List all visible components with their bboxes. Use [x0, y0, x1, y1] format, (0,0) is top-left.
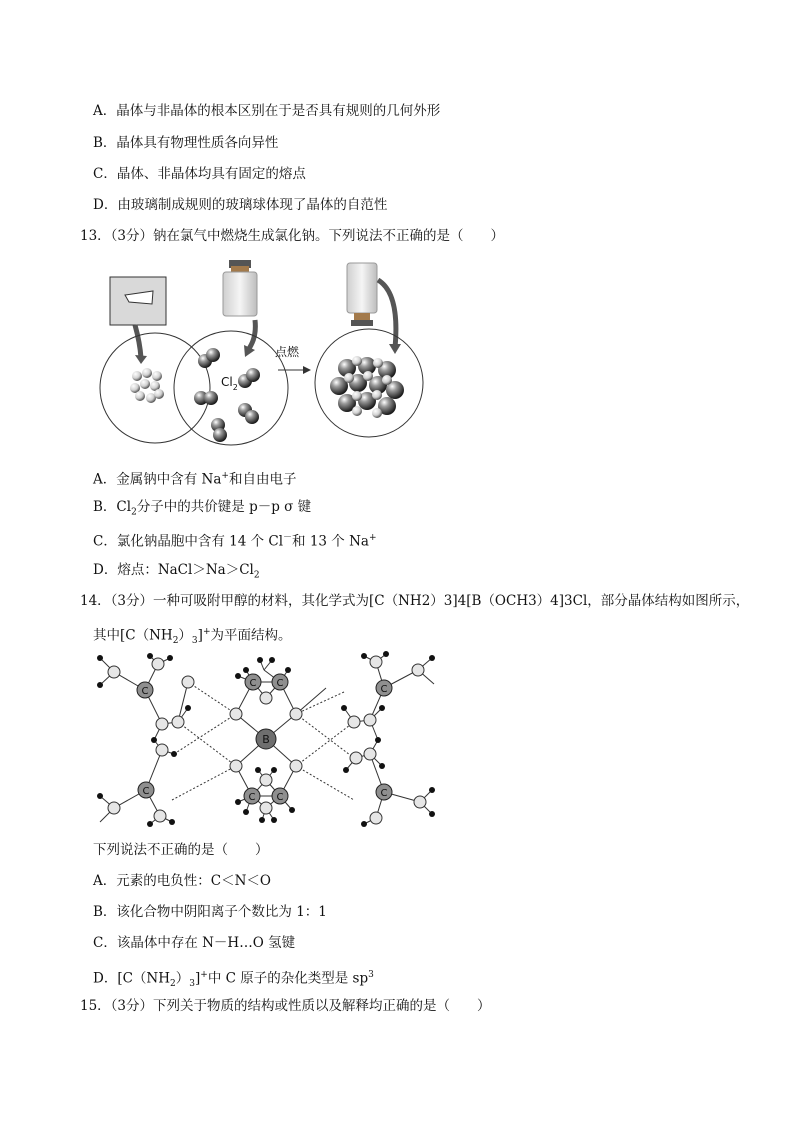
svg-text:C: C [276, 792, 284, 803]
q13-option-a: A．金属钠中含有 Na+和自由电子 [93, 471, 297, 488]
q14-option-c: C．该晶体中存在 N－H…O 氢键 [93, 935, 296, 951]
svg-text:C: C [248, 792, 256, 803]
q12-option-a: A．晶体与非晶体的根本区别在于是否具有规则的几何外形 [93, 103, 441, 119]
chlorine-molecules [194, 348, 260, 442]
q14-option-d: D．$[C(NH_2)_3]^+$中 C 原子的杂化类型是 $sp^3$ [93, 970, 374, 990]
q13-option-d: D．熔点：$NaCl>Na>Cl_2$ [93, 562, 260, 581]
q12-option-d: D．由玻璃制成规则的玻璃球体现了晶体的自范性 [93, 197, 388, 213]
q14-crystal-structure-figure [88, 650, 448, 830]
svg-text:C: C [276, 678, 284, 689]
q13-option-b: B．$Cl_2$分子中的共价键是 p－p σ 键 [93, 499, 312, 518]
ignite-label: 点燃 [275, 345, 300, 359]
sodium-atoms [130, 368, 164, 403]
q14-prompt: 下列说法不正确的是（ ） [93, 842, 269, 858]
cl2-label: $Cl_2$ [221, 375, 238, 392]
svg-text:C: C [141, 686, 149, 697]
q12-option-b: B．晶体具有物理性质各向异性 [93, 135, 279, 151]
q14-option-b: B．该化合物中阴阳离子个数比为 1：1 [93, 904, 327, 920]
sodium-sample-box [110, 277, 166, 364]
chlorine-bottle-icon [223, 260, 257, 357]
q14-stem-line2: 其中$[C(NH_2)_3]^+$为平面结构。 [93, 627, 292, 647]
q14-stem-line1: 14．（3分）一种可吸附甲醇的材料，其化学式为[C（NH2）3]4[B（OCH3）4]3Cl，部分晶体结构如图所示， [80, 593, 750, 609]
q12-option-c: C．晶体、非晶体均具有固定的熔点 [93, 166, 306, 182]
svg-text:C: C [380, 684, 388, 695]
svg-text:C: C [142, 786, 150, 797]
q13-option-c: C．氯化钠晶胞中含有 14 个 Cl－和 13 个 Na+ [93, 533, 377, 550]
q13-stem: 13．（3分）钠在氯气中燃烧生成氯化钠。下列说法不正确的是（ ） [80, 228, 505, 244]
svg-text:C: C [249, 678, 257, 689]
q13-reaction-figure [95, 258, 435, 458]
svg-text:C: C [380, 788, 388, 799]
boron-label: B [262, 733, 270, 746]
nacl-lattice [330, 356, 404, 418]
inverted-bottle-icon [347, 263, 401, 354]
q15-stem: 15．（3分）下列关于物质的结构或性质以及解释均正确的是（ ） [80, 998, 491, 1014]
q14-option-a: A．元素的电负性：C＜N＜O [93, 873, 271, 889]
